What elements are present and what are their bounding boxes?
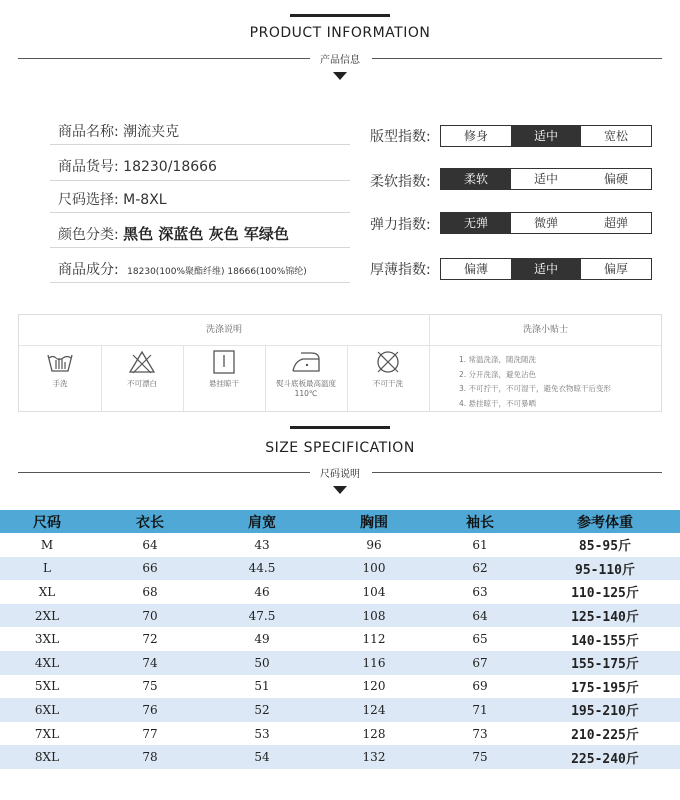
sleeve-cell: 75 [430,745,530,769]
sleeve-cell: 63 [430,580,530,604]
divider [19,345,661,346]
wash-item-label: 悬挂晾干 [209,379,239,388]
fit-index-label: 版型指数: [370,129,431,145]
chest-cell: 132 [318,745,430,769]
length-cell: 64 [94,533,206,557]
chest-cell: 100 [318,557,430,581]
wash-tip: 4. 悬挂晾干，不可暴晒 [459,398,537,408]
down-arrow-icon [333,486,347,494]
size-cell: L [0,557,94,581]
chest-cell: 108 [318,604,430,628]
divider [265,345,266,411]
size-select-value: M-8XL [123,192,167,208]
sleeve-cell: 71 [430,698,530,722]
table-row [0,651,680,675]
weight-cell: 195-210斤 [530,698,680,722]
size-spec-title: SIZE SPECIFICATION [265,440,415,456]
sleeve-cell: 62 [430,557,530,581]
product-code-value: 18230/18666 [123,159,217,175]
shoulder-cell: 53 [206,722,318,746]
material-label: 商品成分: [58,262,119,278]
shoulder-cell: 49 [206,627,318,651]
thickness-option-thin: 偏薄 [463,262,488,276]
length-cell: 72 [94,627,206,651]
thickness-option-thick: 偏厚 [603,262,628,276]
wash-item [355,349,421,389]
thickness-index-scale [440,258,652,280]
sleeve-cell: 69 [430,675,530,699]
chest-cell: 128 [318,722,430,746]
divider [183,345,184,411]
chest-cell: 120 [318,675,430,699]
sleeve-cell: 73 [430,722,530,746]
chest-cell: 124 [318,698,430,722]
table-row [0,675,680,699]
weight-cell: 210-225斤 [530,722,680,746]
divider [347,345,348,411]
size-cell: 6XL [0,698,94,722]
wash-tip: 1. 常温洗涤，随洗随洗 [459,355,537,364]
chest-cell: 96 [318,533,430,557]
chest-cell: 104 [318,580,430,604]
table-row [0,745,680,769]
shoulder-cell: 50 [206,651,318,675]
product-code-row [58,156,217,176]
softness-index-label: 柔软指数: [370,174,431,190]
chest-cell: 112 [318,627,430,651]
length-cell: 78 [94,745,206,769]
shoulder-cell: 44.5 [206,557,318,581]
divider [50,180,350,181]
chest-cell: 116 [318,651,430,675]
stretch-index-label: 弹力指数: [370,217,431,233]
color-label: 颜色分类: [58,227,119,243]
header-shoulder: 肩宽 [206,510,318,533]
wash-instructions-header: 洗涤说明 [205,325,242,335]
divider [50,144,350,145]
weight-cell: 225-240斤 [530,745,680,769]
table-row [0,557,680,581]
wash-item [109,349,175,389]
wash-item-label: 不可漂白 [127,379,157,388]
wash-item-label: 手洗 [52,379,68,388]
iron-icon [289,349,323,375]
size-table-header-row [0,510,680,533]
shoulder-cell: 47.5 [206,604,318,628]
divider [429,315,430,411]
fit-option-slim: 修身 [463,129,488,143]
wash-care-panel [18,314,662,412]
down-arrow-icon [333,72,347,80]
wash-item-label: 不可干洗 [373,379,403,388]
softness-index-scale [440,168,652,190]
shoulder-cell: 51 [206,675,318,699]
sleeve-cell: 64 [430,604,530,628]
weight-cell: 175-195斤 [530,675,680,699]
product-info-subtitle: 产品信息 [320,55,360,66]
weight-cell: 140-155斤 [530,627,680,651]
product-info-title: PRODUCT INFORMATION [249,25,431,41]
stretch-option-none: 无弹 [441,213,511,233]
size-spec-subtitle: 尺码说明 [320,469,360,480]
size-cell: 3XL [0,627,94,651]
length-cell: 75 [94,675,206,699]
product-name-value: 潮流夹克 [123,124,180,140]
wash-tips-header: 洗涤小贴士 [522,325,568,335]
length-cell: 77 [94,722,206,746]
weight-cell: 125-140斤 [530,604,680,628]
wash-item [191,349,257,389]
size-cell: 5XL [0,675,94,699]
stretch-option-super: 超弹 [603,216,628,230]
length-cell: 68 [94,580,206,604]
size-table [0,510,680,769]
size-cell: 7XL [0,722,94,746]
header-top-bar [290,14,390,17]
table-row [0,604,680,628]
length-cell: 76 [94,698,206,722]
divider [101,345,102,411]
length-cell: 74 [94,651,206,675]
no-bleach-icon [127,349,157,375]
divider [50,247,350,248]
header-size: 尺码 [0,510,94,533]
product-code-label: 商品货号: [58,159,119,175]
color-value: 黑色 深蓝色 灰色 军绿色 [123,225,289,243]
header-chest: 胸围 [318,510,430,533]
shoulder-cell: 54 [206,745,318,769]
wash-item [27,349,93,389]
size-select-label: 尺码选择: [58,192,119,208]
fit-option-regular: 适中 [511,126,581,146]
product-name-row [58,121,179,141]
fit-option-loose: 宽松 [603,129,628,143]
stretch-option-slight: 微弹 [533,216,558,230]
wash-item [273,349,339,399]
shoulder-cell: 46 [206,580,318,604]
hang-dry-icon [209,349,239,375]
sleeve-cell: 65 [430,627,530,651]
softness-option-medium: 适中 [533,172,558,186]
weight-cell: 85-95斤 [530,533,680,557]
length-cell: 70 [94,604,206,628]
header-length: 衣长 [94,510,206,533]
weight-cell: 155-175斤 [530,651,680,675]
softness-option-hard: 偏硬 [603,172,628,186]
shoulder-cell: 52 [206,698,318,722]
thickness-option-medium: 适中 [511,259,581,279]
hand-wash-icon [45,349,75,375]
header-sleeve: 袖长 [430,510,530,533]
sleeve-cell: 61 [430,533,530,557]
size-cell: 8XL [0,745,94,769]
size-cell: M [0,533,94,557]
fit-index-scale [440,125,652,147]
wash-tips-list [459,353,611,411]
divider [50,282,350,283]
header-top-bar [290,426,390,429]
table-row [0,580,680,604]
table-row [0,533,680,557]
table-row [0,722,680,746]
table-row [0,698,680,722]
color-row [58,223,289,244]
material-value: 18230(100%聚酯纤维) 18666(100%锦纶) [127,267,307,277]
length-cell: 66 [94,557,206,581]
product-name-label: 商品名称: [58,124,119,140]
size-cell: 4XL [0,651,94,675]
no-dry-clean-icon [373,349,403,375]
stretch-index-scale [440,212,652,234]
wash-item-label: 熨斗底板最高温度110℃ [276,379,336,398]
thickness-index-label: 厚薄指数: [370,262,431,278]
shoulder-cell: 43 [206,533,318,557]
table-row [0,627,680,651]
size-cell: XL [0,580,94,604]
material-row [58,259,307,279]
sleeve-cell: 67 [430,651,530,675]
weight-cell: 110-125斤 [530,580,680,604]
softness-option-soft: 柔软 [441,169,511,189]
size-select-row [58,189,167,209]
header-weight: 参考体重 [530,510,680,533]
weight-cell: 95-110斤 [530,557,680,581]
wash-tip: 2. 分开洗涤，避免沾色 [459,369,537,379]
size-cell: 2XL [0,604,94,628]
divider [50,212,350,213]
wash-tip: 3. 不可拧干，不可湿干，避免衣物晾干后变形 [459,384,612,393]
